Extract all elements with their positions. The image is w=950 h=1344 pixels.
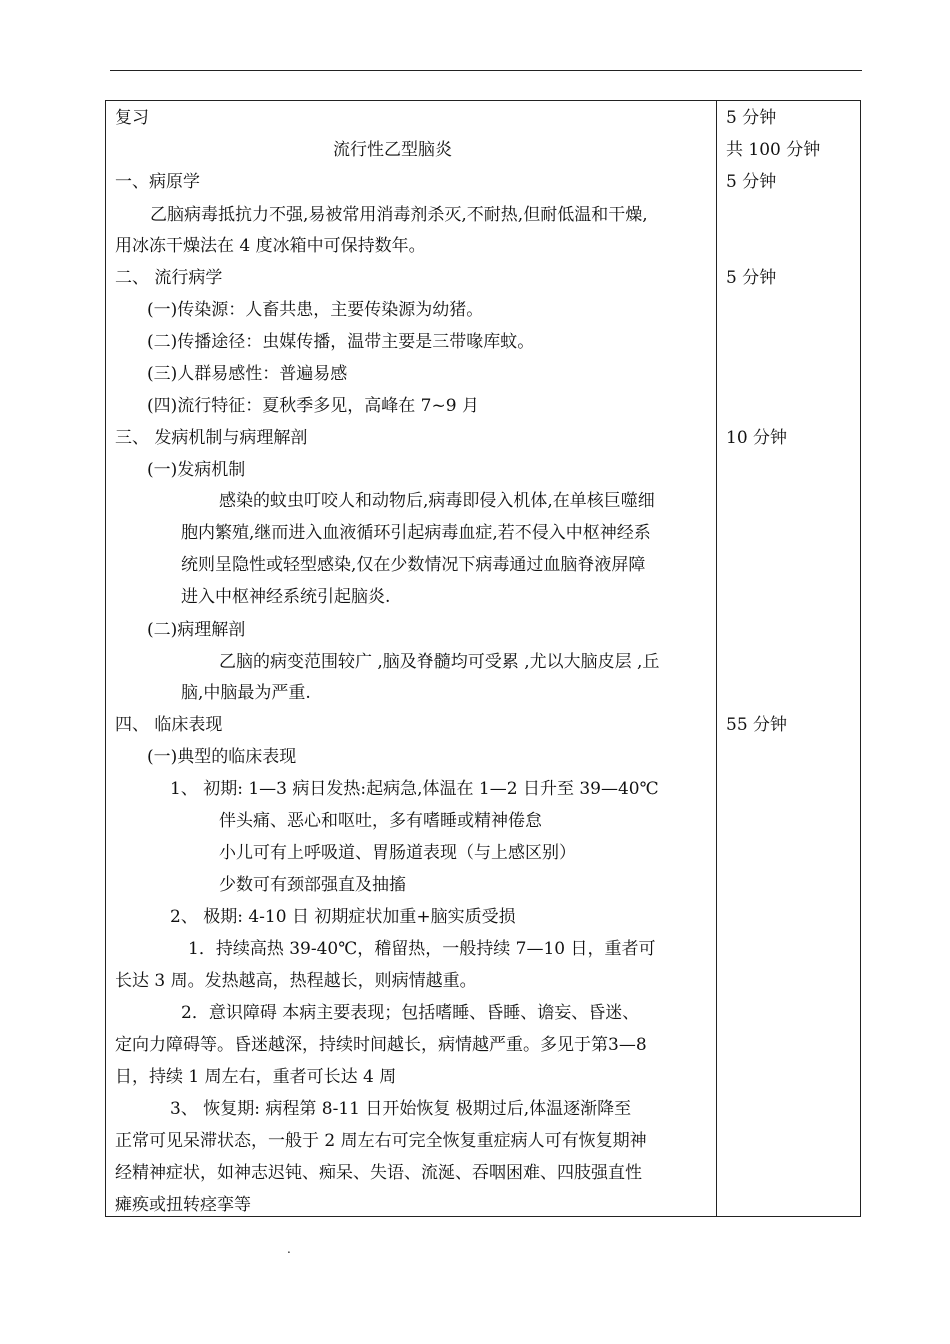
time-epidemiology: 5 分钟 [726,268,777,288]
body-text: 定向力障碍等。昏迷越深，持续时间越长，病情越严重。多见于第3—8 [115,1035,647,1055]
review-label: 复习 [115,108,149,128]
body-text: 2．意识障碍 本病主要表现；包括嗜睡、昏睡、谵妄、昏迷、 [181,1003,640,1023]
subsection-heading: (一)发病机制 [147,460,246,480]
body-text: 胞内繁殖,继而进入血液循环引起病毒血症,若不侵入中枢神经系 [181,523,651,543]
footer-mark: . [287,1242,291,1256]
body-text: 长达 3 周。发热越高，热程越长，则病情越重。 [115,971,477,991]
time-review: 5 分钟 [726,108,777,128]
body-text: (一)传染源：人畜共患，主要传染源为幼猪。 [147,300,484,320]
body-text: 日，持续 1 周左右，重者可长达 4 周 [115,1067,397,1087]
body-text: 瘫痪或扭转痉挛等 [115,1195,251,1215]
body-text: 少数可有颈部强直及抽搐 [219,875,406,895]
subsection-heading: (一)典型的临床表现 [147,747,297,767]
body-text: 小儿可有上呼吸道、胃肠道表现（与上感区别） [219,843,576,863]
body-text: (二)传播途径：虫媒传播，温带主要是三带喙库蚊。 [147,332,535,352]
body-text: 3、 恢复期: 病程第 8-11 日开始恢复 极期过后,体温逐渐降至 [170,1099,632,1119]
column-divider [716,100,717,1217]
time-etiology: 5 分钟 [726,172,777,192]
header-rule [110,70,862,71]
time-clinical: 55 分钟 [726,715,788,735]
body-text: 乙脑病毒抵抗力不强,易被常用消毒剂杀灭,不耐热,但耐低温和干燥, [150,205,648,225]
body-text: 进入中枢神经系统引起脑炎. [181,587,391,607]
body-text: 1．持续高热 39-40℃，稽留热，一般持续 7—10 日，重者可 [188,939,656,959]
body-text: 1、 初期: 1—3 病日发热:起病急,体温在 1—2 日升至 39—40℃ [170,779,659,799]
body-text: 感染的蚊虫叮咬人和动物后,病毒即侵入机体,在单核巨噬细 [219,491,655,511]
body-text: 统则呈隐性或轻型感染,仅在少数情况下病毒通过血脑脊液屏障 [181,555,646,575]
body-text: 用冰冻干燥法在 4 度冰箱中可保持数年。 [115,236,426,256]
section-heading: 二、 流行病学 [115,268,223,288]
body-text: (三)人群易感性：普遍易感 [147,364,348,384]
subsection-heading: (二)病理解剖 [147,620,246,640]
body-text: 伴头痛、恶心和呕吐，多有嗜睡或精神倦怠 [219,811,542,831]
body-text: 正常可见呆滞状态，一般于 2 周左右可完全恢复重症病人可有恢复期神 [115,1131,647,1151]
body-text: 脑,中脑最为严重. [181,683,311,703]
body-text: 2、 极期: 4-10 日 初期症状加重+脑实质受损 [170,907,516,927]
section-heading: 三、 发病机制与病理解剖 [115,428,308,448]
time-total: 共 100 分钟 [726,140,821,160]
section-heading: 一、病原学 [115,172,200,192]
section-heading: 四、 临床表现 [115,715,223,735]
time-pathogenesis: 10 分钟 [726,428,788,448]
body-text: 经精神症状，如神志迟钝、痴呆、失语、流涎、吞咽困难、四肢强直性 [115,1163,642,1183]
body-text: 乙脑的病变范围较广 ,脑及脊髓均可受累 ,尤以大脑皮层 ,丘 [219,652,660,672]
lesson-title: 流行性乙型脑炎 [333,140,452,160]
body-text: (四)流行特征：夏秋季多见，高峰在 7~9 月 [147,396,479,416]
